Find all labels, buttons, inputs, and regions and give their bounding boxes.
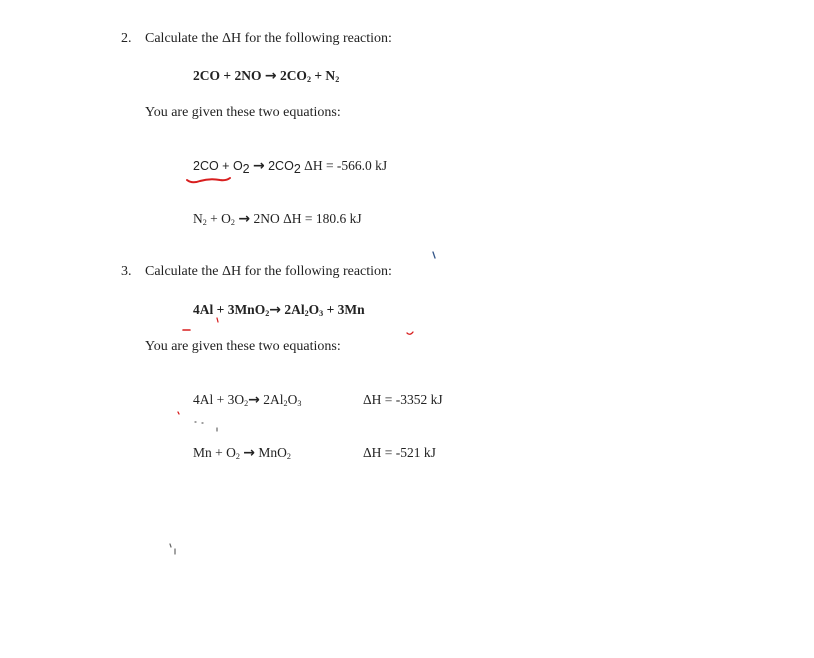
product-al2o3-o: O — [287, 392, 298, 407]
reactant-o2: + O — [218, 159, 243, 173]
question-3-number: 3. — [121, 264, 132, 279]
subscript: 2 — [286, 452, 291, 462]
reactants: 4Al + 3O — [193, 392, 245, 407]
reaction-arrow: → — [248, 392, 260, 408]
question-2-given-label: You are given these two equations: — [145, 105, 341, 120]
question-3-given-label: You are given these two equations: — [145, 339, 341, 354]
subscript: 2 — [283, 399, 288, 409]
subscript: 2 — [230, 218, 235, 228]
reactants: 4Al + 3MnO — [193, 302, 266, 317]
question-3-equation-2-delta-h: ΔH = -521 kJ — [363, 445, 436, 460]
reaction-arrow: → — [243, 445, 256, 461]
subscript: 3 — [319, 309, 324, 319]
subscript: 3 — [297, 399, 302, 409]
reactants: Mn + O — [193, 445, 236, 460]
red-dot-mark — [178, 412, 179, 414]
ink-slash-mark — [433, 252, 435, 258]
delta-h-value: ΔH = 180.6 kJ — [279, 211, 362, 226]
reaction-arrow: → — [253, 158, 265, 174]
subscript: 2 — [265, 309, 270, 319]
reactant-o2: + O — [206, 211, 231, 226]
subscript: 2 — [293, 162, 301, 177]
red-tick-mark — [217, 318, 218, 322]
subscript: 2 — [335, 75, 340, 85]
reaction-arrow: → — [238, 211, 251, 227]
red-hook-mark — [407, 332, 413, 334]
subscript: 2 — [202, 218, 207, 228]
product-al2o3-o: O — [308, 302, 320, 317]
subscript: 2 — [306, 75, 311, 85]
subscript: 2 — [242, 162, 250, 177]
reaction-arrow: → — [264, 68, 277, 84]
product-mn: + 3Mn — [323, 302, 365, 317]
product-al2o3: 2Al — [263, 392, 284, 407]
product-al2o3: 2Al — [284, 302, 305, 317]
subscript: 2 — [304, 309, 309, 319]
subscript: 2 — [235, 452, 240, 462]
product-n2: + N — [310, 68, 336, 83]
question-3-equation-1-delta-h: ΔH = -3352 kJ — [363, 392, 443, 407]
delta-h-value: ΔH = -566.0 kJ — [300, 158, 388, 173]
red-underline-squiggle — [187, 178, 230, 182]
subscript: 2 — [244, 399, 249, 409]
product-co2: 2CO — [279, 68, 307, 83]
product-no: 2NO — [253, 211, 280, 226]
reaction-arrow: → — [269, 302, 281, 318]
product-co2: 2CO — [268, 159, 294, 173]
question-2-number: 2. — [121, 31, 132, 46]
reactant-n2: N — [193, 211, 203, 226]
gray-tick-marks — [170, 544, 175, 554]
gray-dot-marks — [195, 422, 217, 431]
reactant-co: 2CO — [193, 159, 219, 173]
question-2-prompt: Calculate the ΔH for the following reaction: — [145, 31, 392, 46]
product-mno2: MnO — [258, 445, 287, 460]
question-3-prompt: Calculate the ΔH for the following reaction: — [145, 264, 392, 279]
reactants: 2CO + 2NO — [193, 68, 262, 83]
